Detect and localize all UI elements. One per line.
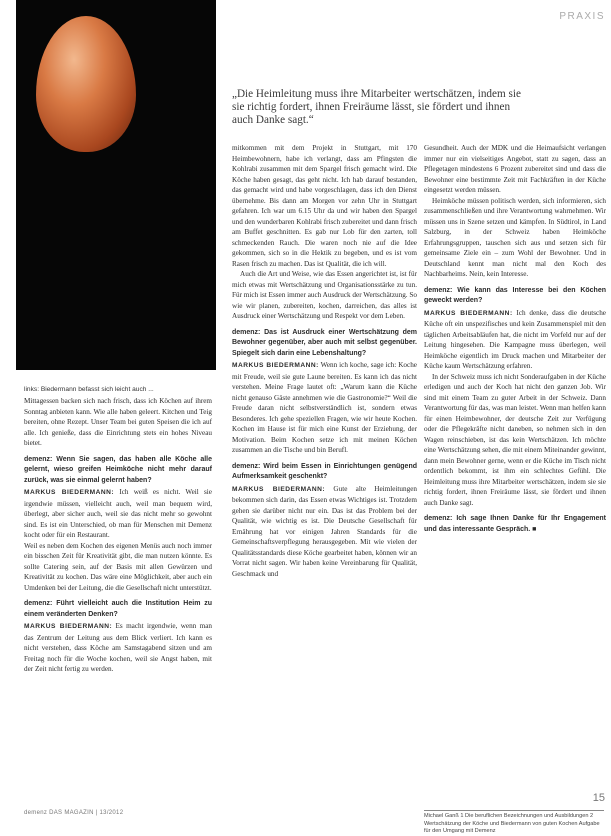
footnote-rule: [424, 810, 604, 811]
body-paragraph: Gesundheit. Auch der MDK und die Heimaufsicht verlangen immer nur ein vielseitiges Angebot, statt zu sagen, dass an Pflegetagen mindestens 6 Prozent zubereitet sind und dass die Bewohner eine bestimmte Zeit mit Fachkräften in der Küche eingesetzt werden müssen.: [424, 144, 606, 194]
magazine-footer: demenz DAS MAGAZIN | 13/2012: [24, 810, 124, 816]
answer-text: Gute alte Heimleitungen bekommen sich darin, das Essen etwas Wichtiges ist. Trotzdem gehen sie darüber nicht nur ein. Das ist das Problem bei der Qualität, wie wichtig es ist. Die Deutsche Gesellschaft für Ernährung hat vor einigen Jahren Standards für die Gemeinschaftsverpflegung herausgegeben. Mit wie vielen der Qualitätsstandards diese Köche gearbeitet haben, können wir an Vorrat nicht sagen. Wir haben keine Vereinbarung für Qualität, Geschmack und: [232, 484, 417, 578]
interview-answer: [232, 360, 417, 456]
answer-text: Es macht irgendwie, wenn man das Zentrum der Leitung aus dem Blick verliert. Ich kann es nicht verstehen, dass Köche am Samstagabend sitzen und am Freitag noch für die Woche kochen, weil sie Angst haben, mit der Zeit nicht fertig zu werden.: [24, 622, 212, 673]
article-column-3: [424, 143, 606, 803]
footnote: Michael Ganß 1 Die beruflichen Bezeichnungen und Ausbildungen 2 Wertschätzung der Köche und Biedermann von guten Kochen Aufgabe für den Umgang mit Demenz: [424, 813, 600, 834]
body-paragraph: Auch die Art und Weise, wie das Essen angerichtet ist, ist für mich etwas mit Wertschätzung und Organisationsstärke zu tun. Für mich ist Essen immer auch Ausdruck der Wertschätzung. So wie wir planen, zubereiten, kochen, darreichen, das alles ist Ausdruck einer Wertschätzung und Respekt vor dem Leben.: [232, 270, 417, 320]
speaker-name: MARKUS BIEDERMANN:: [24, 489, 115, 496]
page-number: 15: [592, 792, 605, 804]
answer-text: Ich weiß es nicht. Weil sie irgendwie müssen, vielleicht auch, weil man bequem wird, überlegt, aber sicher auch, weil sie das nicht mehr so gewohnt sind. Es ist ein Unterschied, ob man für Menschen mit Demenz kocht oder für ein Restaurant.: [24, 488, 212, 539]
interview-question: demenz: Wenn Sie sagen, das haben alle Köche alle gelernt, wieso greifen Heimköche nicht mehr darauf zurück, was sie einmal gelernt haben?: [24, 455, 212, 484]
pull-quote: „Die Heimleitung muss ihre Mitarbeiter wertschätzen, indem sie sie richtig fordert, ihnen Freiräume lässt, sie fördert und ihnen auch Danke sagt.“: [232, 88, 521, 127]
interview-answer: [24, 487, 212, 541]
article-column-2: [232, 143, 417, 808]
speaker-name: MARKUS BIEDERMANN:: [232, 362, 319, 369]
speaker-name: MARKUS BIEDERMANN:: [232, 485, 326, 493]
speaker-name: MARKUS BIEDERMANN:: [424, 309, 513, 317]
egg-photo: [16, 0, 216, 370]
body-paragraph: Mittagessen backen sich nach frisch, dass ich Köchen auf ihrem Sonntag anbieten kann. Wie alle haben geleert. Kitchen und Teig bereiten, ohne Rezept. Unser Team bei guten Speisen die ich auf alle. Ich genieße, dass die Einrichtung stets ein hohes Niveau bietet.: [24, 397, 212, 447]
interview-answer: [232, 484, 417, 580]
body-paragraph: mitkommen mit dem Projekt in Stuttgart, mit 170 Heimbewohnern, habe ich verlangt, dass am Pfingsten die Kohlrabi zusammen mit dem Spargel frisch gemacht wird. Die Köche haben gesagt, das geht nicht. Ich hab darauf bestanden, das gemacht wird und habe vorgeschlagen, dass ich den Dienst übernehme. Bis dann am Morgen vor zehn Uhr in Stuttgart gefahren. Ich war um 6.15 Uhr da und wir haben den Spargel und den wunderbaren Kohlrabi frisch zubereitet und dann frisch am Buffet geschnitten. Es gab nur Lob für den zarten, toll schmeckenden Rauch. Die waren noch nie auf die Idee gekommen, sich so in die Hektik zu begeben, und es ist vom Rasen frisch zu machen. Das ist Qualität, die ich will.: [232, 144, 417, 268]
interview-question: demenz: Das ist Ausdruck einer Wertschätzung dem Bewohner gegenüber, aber auch mit selbst gegenüber. Spiegelt sich darin eine Lebenshaltung?: [232, 328, 417, 357]
interview-question: demenz: Ich sage Ihnen Danke für Ihr Engagement und das interessante Gespräch. ■: [424, 515, 606, 533]
interview-question: demenz: Wie kann das Interesse bei den Köchen geweckt werden?: [424, 286, 606, 304]
interview-question: demenz: Führt vielleicht auch die Institution Heim zu einem veränderten Denken?: [24, 600, 212, 618]
answer-text: Wenn ich koche, sage ich: Koche mit Freude, weil sie gute Laune bereiten. Es kann ich das nicht verstehen. Meine Frage lautet oft: „Warum kann die Küche nicht genauso Gäste annehmen wie die Gastronomie?“ Weil die Freude daran nicht selbstverständlich ist, sondern etwas Besonderes. Ich gehe speziellen Fragen, wie wir heute Kochen. Kochen im Hause ist für mich eine Kunst der Erziehung, der Motivation. Beim Kochen setze ich mit meinen Köchen zusammen an die Tische und bin Berufl.: [232, 361, 417, 454]
interview-answer: [424, 308, 606, 372]
article-column-1: [24, 396, 212, 806]
interview-answer: [24, 621, 212, 675]
body-paragraph: Heimköche müssen politisch werden, sich informieren, sich zusammenschließen und ihre Verantwortung wahrnehmen. Wir müssen uns in Szene setzen und kämpfen. In Südtirol, in Land Salzburg, in der Schweiz haben Heimköche Erfahrungsgruppen, tauschen sich aus und setzen sich für gemeinsame Ziele ein – zum Wohl der Bewohner. Und in Deutschland kennt man nicht mal den Koch des Nachbarheims. Nein, kein Interesse.: [424, 196, 606, 278]
body-paragraph: Weil es neben dem Kochen des eigenen Menüs auch noch immer ein bisschen Zeit für Kreativität gibt, die man nutzen könnte. Es sollte Catering sein, auf der Basis mit allen Gewürzen und Kreativität zu kochen. Das wäre eine Möglichkeit, aber auch ein Umdenken bei der Leitung, die die Gesellschaft nicht unterstützt.: [24, 541, 212, 592]
section-kicker: PRAXIS: [559, 11, 605, 22]
body-paragraph: In der Schweiz muss ich nicht Sonderaufgaben in der Küche erledigen und auch der Koch hat nicht den ganzen Job. Wir sind mit einem Team zu guter Arbeit in der Schweiz. Dann Verantwortung für das, was man leistet. Wenn man helfen kann für einen Heimbewohner, der deutsche Zeit zur Verfügung oder die Pflegekräfte nicht daneben, so nehmen sich in den Wagen reinschieben, ist das kein Wertschätzen. Ich möchte eine Wertschätzung sehen, die mit einem Miteinander gewinnt, dann mein Bewohner gerne, wenn er die Küche im Tisch nicht ordentlich bekommt, ist ihm ein schlechtes Gefühl. Die Heimleitung muss ihre Mitarbeiter wertschätzen, indem sie sie richtig fordert, ihnen Freiräume lässt, sie fördert und ihnen auch Danke sagt.: [424, 372, 606, 507]
photo-caption: links: Biedermann befasst sich leicht auch ...: [24, 386, 154, 393]
speaker-name: MARKUS BIEDERMANN:: [24, 623, 113, 630]
answer-text: Ich denke, dass die deutsche Küche oft ein unspezifisches und kein Zusammenspiel mit den täglichen Arbeitsabläufen hat, die nicht im Vorfeld nur auf der Leitung hingesehen. Die Kampagne muss überlegen, weil Heimköche eigentlich im Druck machen und Mitarbeiter der Küche kaum Wertschätzung erfahren.: [424, 308, 606, 370]
egg-image: [36, 16, 136, 152]
interview-question: demenz: Wird beim Essen in Einrichtungen genügend Aufmerksamkeit geschenkt?: [232, 462, 417, 480]
